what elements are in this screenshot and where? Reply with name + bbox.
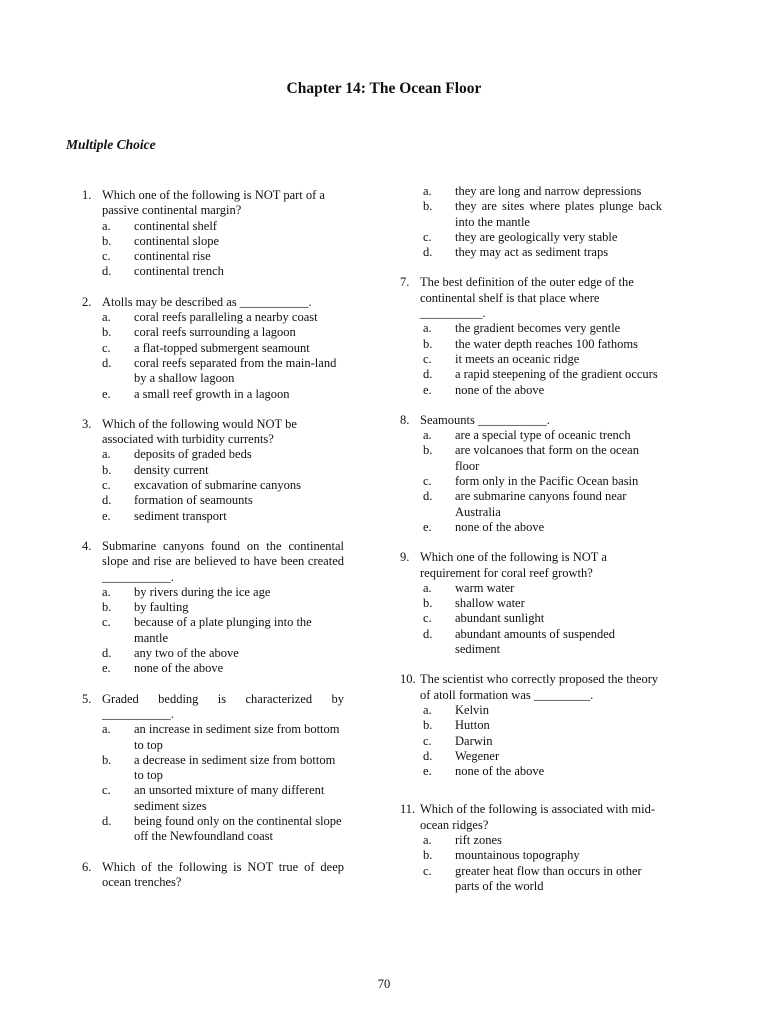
option-text: they are long and narrow depressions bbox=[455, 184, 642, 198]
option-a[interactable] bbox=[400, 833, 662, 848]
option-text: continental slope bbox=[134, 233, 220, 248]
option-letter: d. bbox=[423, 748, 433, 763]
option-list bbox=[82, 447, 344, 523]
option-b[interactable] bbox=[400, 199, 662, 230]
question-number: 8. bbox=[400, 412, 410, 427]
option-text: rift zones bbox=[455, 832, 502, 847]
option-a[interactable] bbox=[82, 447, 344, 462]
option-d[interactable] bbox=[82, 264, 344, 279]
option-text: sediment transport bbox=[134, 508, 227, 523]
option-text: greater heat flow than occurs in other parts of the world bbox=[455, 863, 642, 893]
option-letter: a. bbox=[423, 702, 432, 717]
option-letter: b. bbox=[423, 718, 433, 733]
question-number: 6. bbox=[82, 859, 92, 874]
option-b[interactable] bbox=[400, 848, 662, 863]
option-text: excavation of submarine canyons bbox=[134, 478, 301, 493]
option-list bbox=[400, 428, 662, 535]
question-number: 3. bbox=[82, 416, 92, 431]
option-a[interactable] bbox=[400, 321, 662, 336]
option-text: are volcanoes that form on the ocean floor bbox=[455, 443, 639, 473]
question-3 bbox=[82, 417, 344, 524]
option-c[interactable] bbox=[400, 352, 662, 367]
question-text bbox=[400, 550, 662, 581]
option-letter: a. bbox=[102, 722, 111, 737]
question-stem: Atolls may be described as ___________. bbox=[102, 294, 312, 309]
question-5 bbox=[82, 692, 344, 845]
option-c[interactable] bbox=[82, 783, 344, 814]
question-9 bbox=[400, 550, 662, 657]
option-a[interactable] bbox=[82, 219, 344, 234]
option-text: coral reefs separated from the main-land by a shallow lagoon bbox=[134, 355, 337, 386]
option-letter: a. bbox=[423, 321, 432, 336]
option-letter: c. bbox=[423, 733, 432, 748]
option-text: an increase in sediment size from bottom to top bbox=[134, 722, 340, 752]
question-text bbox=[82, 188, 344, 219]
option-letter: d. bbox=[423, 626, 433, 641]
option-c[interactable] bbox=[82, 478, 344, 493]
option-text: none of the above bbox=[134, 661, 224, 676]
option-letter: d. bbox=[423, 489, 433, 504]
option-letter: c. bbox=[423, 229, 432, 244]
option-text: being found only on the continental slope off the Newfoundland coast bbox=[134, 813, 342, 844]
option-letter: d. bbox=[102, 264, 112, 279]
question-text bbox=[82, 539, 344, 585]
option-a[interactable] bbox=[82, 585, 344, 600]
option-list bbox=[82, 219, 344, 280]
question-6 bbox=[82, 860, 344, 891]
option-a[interactable] bbox=[400, 428, 662, 443]
option-letter: b. bbox=[423, 199, 433, 214]
option-d[interactable] bbox=[400, 489, 662, 520]
option-text: the water depth reaches 100 fathoms bbox=[455, 336, 638, 351]
option-letter: b. bbox=[423, 848, 433, 863]
question-stem: Which of the following is associated with mid-ocean ridges? bbox=[420, 802, 656, 832]
question-text bbox=[400, 275, 662, 321]
question-stem: Which one of the following is NOT part of a passive continental margin? bbox=[102, 188, 325, 218]
option-letter: a. bbox=[423, 832, 432, 847]
option-b[interactable] bbox=[82, 234, 344, 249]
option-letter: c. bbox=[423, 474, 432, 489]
option-text: are submarine canyons found near Australia bbox=[455, 489, 627, 519]
question-stem: Which of the following would NOT be associated with turbidity currents? bbox=[102, 416, 297, 447]
option-c[interactable] bbox=[400, 474, 662, 489]
option-letter: a. bbox=[423, 184, 432, 198]
option-letter: e. bbox=[102, 386, 111, 401]
question-stem: Graded bedding is characterized by ___________. bbox=[102, 691, 344, 721]
option-b[interactable] bbox=[82, 753, 344, 784]
option-text: Kelvin bbox=[455, 702, 490, 717]
option-letter: a. bbox=[102, 584, 111, 599]
option-b[interactable] bbox=[400, 337, 662, 352]
option-a[interactable] bbox=[82, 310, 344, 325]
option-list bbox=[82, 585, 344, 677]
question-text bbox=[82, 417, 344, 448]
option-list bbox=[82, 310, 344, 402]
option-text: density current bbox=[134, 462, 209, 477]
option-b[interactable] bbox=[400, 718, 662, 733]
option-text: a decrease in sediment size from bottom to top bbox=[134, 752, 336, 783]
option-text: are a special type of oceanic trench bbox=[455, 428, 631, 443]
option-text: it meets an oceanic ridge bbox=[455, 351, 580, 366]
option-letter: b. bbox=[423, 336, 433, 351]
option-e[interactable] bbox=[82, 387, 344, 402]
option-text: a rapid steepening of the gradient occurs bbox=[455, 367, 658, 382]
option-text: mountainous topography bbox=[455, 848, 580, 863]
question-stem: The scientist who correctly proposed the theory of atoll formation was _________. bbox=[420, 672, 659, 702]
question-number: 11. bbox=[400, 802, 416, 817]
question-text bbox=[400, 802, 662, 833]
question-text bbox=[82, 692, 344, 723]
option-list bbox=[82, 722, 344, 844]
option-text: none of the above bbox=[455, 764, 545, 779]
question-text bbox=[82, 295, 344, 310]
option-list bbox=[400, 833, 662, 894]
question-8 bbox=[400, 413, 662, 535]
question-stem: Which of the following is NOT true of deep ocean trenches? bbox=[102, 859, 344, 889]
option-letter: c. bbox=[102, 249, 111, 264]
option-d[interactable] bbox=[82, 646, 344, 661]
option-d[interactable] bbox=[82, 493, 344, 508]
option-d[interactable] bbox=[82, 356, 344, 387]
option-letter: d. bbox=[102, 355, 112, 370]
option-e[interactable] bbox=[400, 383, 662, 398]
option-text: coral reefs paralleling a nearby coast bbox=[134, 310, 318, 325]
option-c[interactable] bbox=[400, 230, 662, 245]
option-b[interactable] bbox=[82, 325, 344, 340]
option-e[interactable] bbox=[82, 509, 344, 524]
question-7 bbox=[400, 275, 662, 397]
option-text: none of the above bbox=[455, 382, 545, 397]
option-letter: c. bbox=[102, 615, 111, 630]
option-a[interactable] bbox=[82, 722, 344, 753]
page-number: 70 bbox=[377, 977, 391, 991]
option-list bbox=[400, 321, 662, 397]
option-letter: a. bbox=[423, 580, 432, 595]
option-letter: e. bbox=[102, 508, 111, 523]
option-c[interactable] bbox=[400, 611, 662, 626]
option-letter: b. bbox=[102, 325, 112, 340]
option-letter: c. bbox=[423, 351, 432, 366]
option-text: continental shelf bbox=[134, 218, 217, 233]
question-stem: Which one of the following is NOT a requirement for coral reef growth? bbox=[420, 550, 607, 580]
question-number: 4. bbox=[82, 538, 92, 553]
question-number: 10. bbox=[400, 672, 416, 687]
question-number: 5. bbox=[82, 691, 92, 706]
option-text: a small reef growth in a lagoon bbox=[134, 386, 290, 401]
question-11 bbox=[400, 802, 662, 894]
option-letter: d. bbox=[423, 245, 433, 260]
option-letter: c. bbox=[102, 340, 111, 355]
option-text: Wegener bbox=[455, 748, 500, 763]
option-c[interactable] bbox=[82, 249, 344, 264]
option-letter: e. bbox=[423, 519, 432, 534]
option-letter: a. bbox=[102, 310, 111, 325]
option-text: Hutton bbox=[455, 718, 490, 733]
question-4 bbox=[82, 539, 344, 677]
option-list bbox=[400, 703, 662, 779]
option-a[interactable] bbox=[400, 184, 662, 199]
question-1 bbox=[82, 188, 344, 280]
option-letter: e. bbox=[423, 764, 432, 779]
option-text: the gradient becomes very gentle bbox=[455, 321, 621, 336]
option-list bbox=[400, 581, 662, 657]
option-letter: d. bbox=[102, 493, 112, 508]
option-letter: d. bbox=[102, 813, 112, 828]
option-letter: d. bbox=[102, 646, 112, 661]
option-text: they may act as sediment traps bbox=[455, 245, 609, 260]
option-c[interactable] bbox=[82, 615, 344, 646]
option-text: coral reefs surrounding a lagoon bbox=[134, 325, 296, 340]
section-heading: Multiple Choice bbox=[66, 137, 156, 152]
option-letter: a. bbox=[102, 218, 111, 233]
option-d[interactable] bbox=[400, 749, 662, 764]
option-text: they are geologically very stable bbox=[455, 229, 618, 244]
option-e[interactable] bbox=[400, 764, 662, 779]
option-letter: b. bbox=[102, 600, 112, 615]
option-b[interactable] bbox=[82, 463, 344, 478]
option-text: they are sites where plates plunge back into the mantle bbox=[455, 199, 662, 229]
option-a[interactable] bbox=[400, 581, 662, 596]
option-text: continental trench bbox=[134, 264, 224, 279]
question-number: 1. bbox=[82, 188, 92, 202]
option-text: Darwin bbox=[455, 733, 493, 748]
option-letter: b. bbox=[423, 443, 433, 458]
option-letter: b. bbox=[102, 752, 112, 767]
option-c[interactable] bbox=[82, 341, 344, 356]
option-text: any two of the above bbox=[134, 646, 239, 661]
option-letter: e. bbox=[102, 661, 111, 676]
option-e[interactable] bbox=[400, 520, 662, 535]
option-letter: a. bbox=[102, 447, 111, 462]
question-10 bbox=[400, 672, 662, 779]
option-b[interactable] bbox=[82, 600, 344, 615]
option-text: because of a plate plunging into the mantle bbox=[134, 615, 312, 645]
left-column bbox=[82, 188, 344, 905]
option-letter: c. bbox=[423, 611, 432, 626]
option-d[interactable] bbox=[400, 245, 662, 260]
option-letter: b. bbox=[423, 596, 433, 611]
option-text: formation of seamounts bbox=[134, 493, 253, 508]
option-letter: c. bbox=[423, 863, 432, 878]
option-letter: a. bbox=[423, 428, 432, 443]
question-stem: The best definition of the outer edge of the continental shelf is that place where __________. bbox=[420, 275, 634, 321]
option-letter: d. bbox=[423, 367, 433, 382]
option-text: a flat-topped submergent seamount bbox=[134, 340, 310, 355]
question-number: 7. bbox=[400, 275, 410, 290]
question-text bbox=[400, 413, 662, 428]
option-letter: b. bbox=[102, 233, 112, 248]
option-text: form only in the Pacific Ocean basin bbox=[455, 474, 639, 489]
question-text bbox=[400, 672, 662, 703]
question-2 bbox=[82, 295, 344, 402]
question-6-option-list bbox=[400, 184, 662, 260]
option-d[interactable] bbox=[82, 814, 344, 845]
option-letter: c. bbox=[102, 478, 111, 493]
option-letter: c. bbox=[102, 783, 111, 798]
option-c[interactable] bbox=[400, 864, 662, 895]
question-stem: Seamounts ___________. bbox=[420, 412, 550, 427]
option-text: by faulting bbox=[134, 600, 189, 615]
option-text: warm water bbox=[455, 580, 515, 595]
option-d[interactable] bbox=[400, 627, 662, 658]
option-text: an unsorted mixture of many different sediment sizes bbox=[134, 783, 325, 813]
option-text: continental rise bbox=[134, 249, 211, 264]
option-text: shallow water bbox=[455, 596, 525, 611]
question-stem: Submarine canyons found on the continental slope and rise are believed to have been created ___________. bbox=[102, 538, 344, 584]
option-b[interactable] bbox=[400, 443, 662, 474]
option-c[interactable] bbox=[400, 734, 662, 749]
right-column bbox=[400, 184, 662, 909]
option-text: by rivers during the ice age bbox=[134, 584, 271, 599]
option-d[interactable] bbox=[400, 367, 662, 382]
option-letter: b. bbox=[102, 462, 112, 477]
option-b[interactable] bbox=[400, 596, 662, 611]
question-text bbox=[82, 860, 344, 891]
question-number: 2. bbox=[82, 294, 92, 309]
page-title: Chapter 14: The Ocean Floor bbox=[286, 80, 482, 97]
option-text: abundant sunlight bbox=[455, 611, 545, 626]
option-text: none of the above bbox=[455, 519, 545, 534]
option-e[interactable] bbox=[82, 661, 344, 676]
question-number: 9. bbox=[400, 550, 410, 565]
option-letter: e. bbox=[423, 382, 432, 397]
option-text: deposits of graded beds bbox=[134, 447, 252, 462]
option-a[interactable] bbox=[400, 703, 662, 718]
option-text: abundant amounts of suspended sediment bbox=[455, 626, 616, 657]
